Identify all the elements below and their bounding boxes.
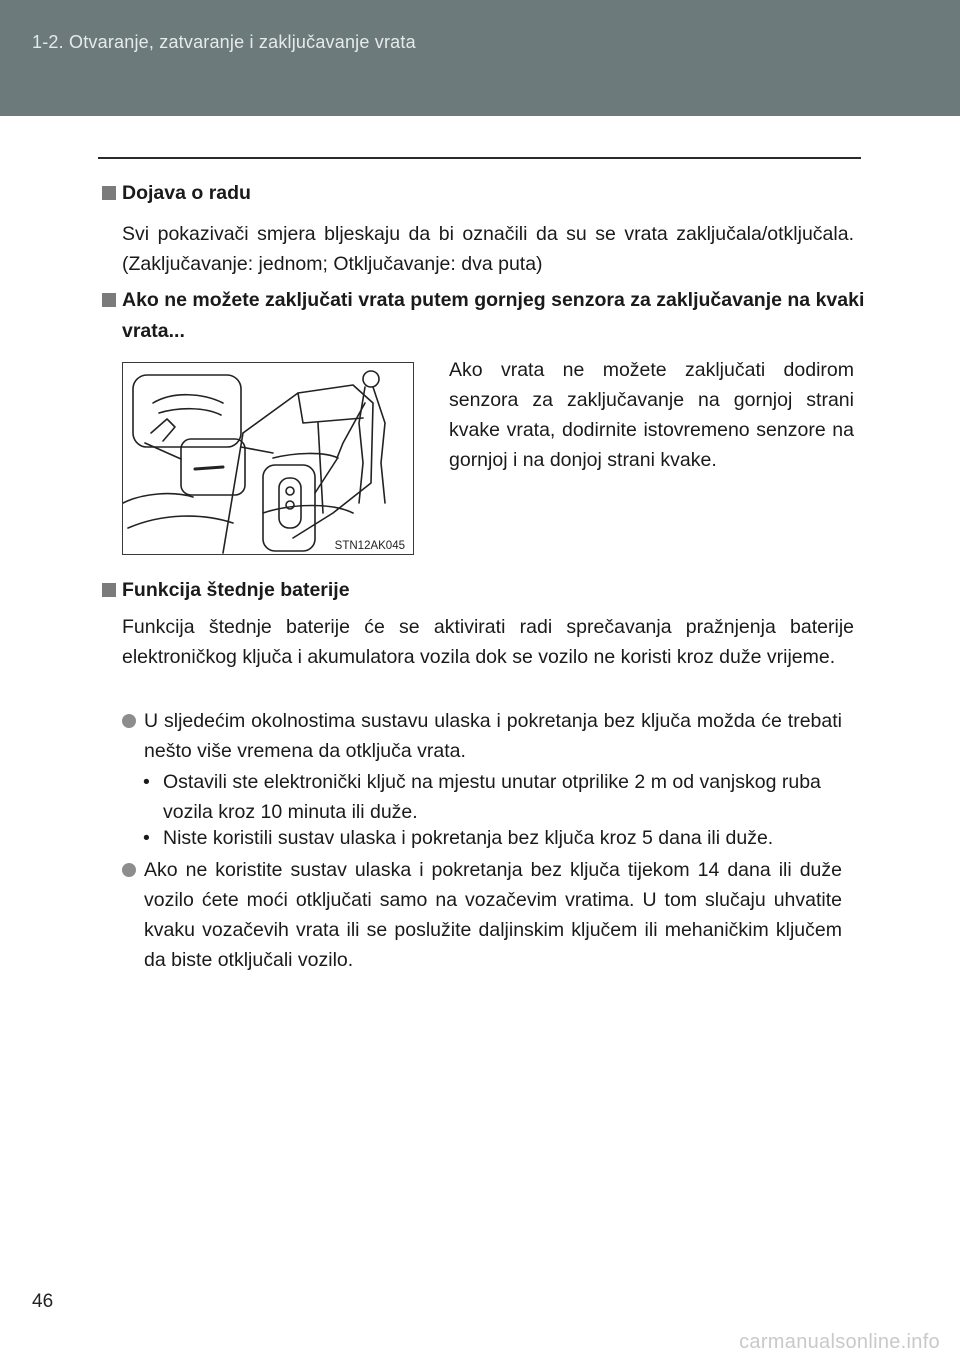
section-divider bbox=[98, 157, 861, 159]
car-door-sensor-illustration bbox=[123, 363, 413, 554]
dot-list-item: • Ostavili ste elektronički ključ na mjestu unutar otprilike 2 m od vanjskog ruba vozila kroz 10 minuta ili duže. bbox=[143, 767, 843, 827]
chapter-title: 1-2. Otvaranje, zatvaranje i zaključavanje vrata bbox=[32, 32, 416, 52]
section-heading-operation-signal: Dojava o radu bbox=[102, 178, 251, 209]
section-heading-cannot-lock: Ako ne možete zaključati vrata putem gornjeg senzora za zaključavanje na kvaki vrata... bbox=[102, 285, 882, 347]
circle-bullet-item: Ako ne koristite sustav ulaska i pokretanja bez ključa tijekom 14 dana ili duže vozilo ćete moći otključati samo na vozačevim vratima. U tom slučaju uhvatite kvaku vozačevih vrata ili se poslužite daljinskim ključem ili mehaničkim ključem da biste otključali vozilo. bbox=[122, 855, 842, 975]
cannot-lock-text: Ako vrata ne možete zaključati dodirom senzora za zaključavanje na gornjoj strani kvake vrata, dodirnite istovremeno senzore na gornjoj i na donjoj strani kvake. bbox=[449, 359, 854, 471]
square-bullet-icon bbox=[102, 186, 116, 200]
operation-signal-text: Svi pokazivači smjera bljeskaju da bi označili da su se vrata zaključala/otključala. (Zaključavanje: jednom; Otključavanje: dva puta) bbox=[122, 223, 854, 275]
page-number: 46 bbox=[32, 1291, 54, 1312]
page-header bbox=[0, 0, 960, 116]
door-handle-illustration bbox=[122, 362, 414, 555]
circle-bullet-icon bbox=[122, 863, 136, 877]
square-bullet-icon bbox=[102, 293, 116, 307]
circle-bullet-icon bbox=[122, 714, 136, 728]
watermark: carmanualsonline.info bbox=[739, 1331, 940, 1353]
section-heading-battery-saving: Funkcija štednje baterije bbox=[102, 575, 350, 606]
dot-bullet-icon: • bbox=[143, 827, 150, 849]
battery-saving-text: Funkcija štednje baterije će se aktivirati radi sprečavanja pražnjenja baterije elektroničkog ključa i akumulatora vozila dok se vozilo ne koristi kroz duže vrijeme. bbox=[122, 616, 854, 668]
square-bullet-icon bbox=[102, 583, 116, 597]
dot-list-item: • Niste koristili sustav ulaska i pokretanja bez ključa kroz 5 dana ili duže. bbox=[143, 823, 843, 853]
circle-bullet-item: U sljedećim okolnostima sustavu ulaska i pokretanja bez ključa možda će trebati nešto više vremena da otključa vrata. bbox=[122, 706, 842, 766]
figure-code: STN12AK045 bbox=[334, 540, 405, 552]
dot-bullet-icon: • bbox=[143, 771, 150, 793]
